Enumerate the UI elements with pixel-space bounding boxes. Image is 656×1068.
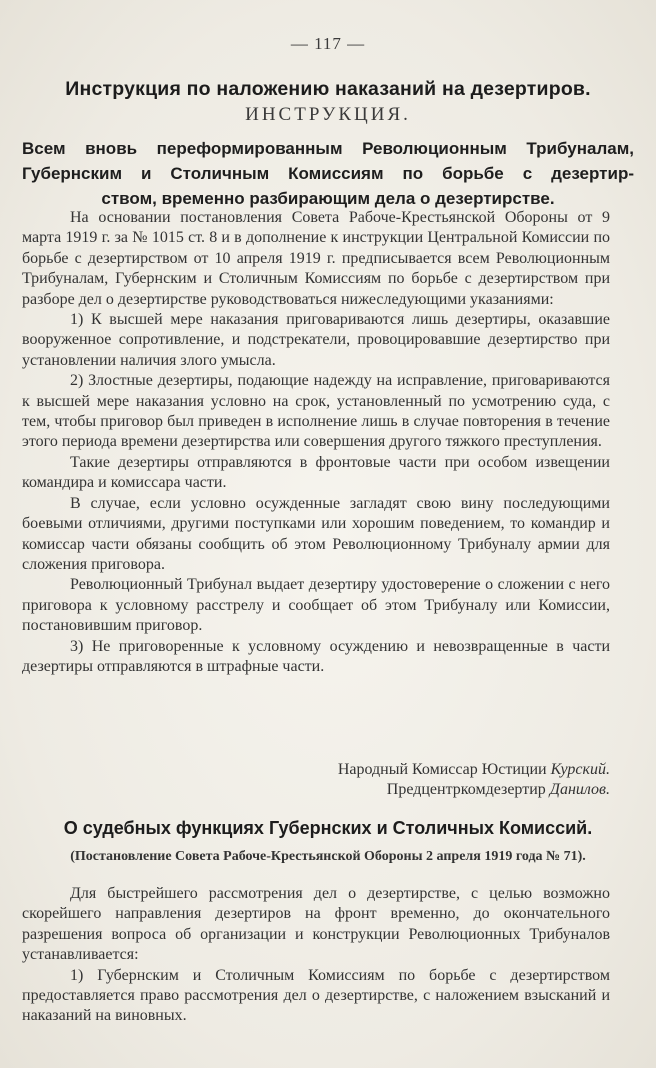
signature-position: Народный Комиссар Юстиции bbox=[337, 761, 547, 778]
signature-row bbox=[22, 780, 610, 800]
paragraph: Революционный Трибунал выдает дезертиру удостоверение о сложении с него приговора к условному расстрелу и сообщает об этом Трибуналу или Комиссии, постановившим приговор. bbox=[22, 576, 610, 635]
address-line: Всем вновь переформированным Революционным Трибуналам, bbox=[22, 139, 634, 158]
address-line: Губернским и Столичным Комиссиям по борьбе с дезертир- bbox=[22, 164, 634, 183]
paragraph: 1) К высшей мере наказания приговариваются лишь дезертиры, оказавшие вооруженное сопротивление, и подстрекатели, провоцировавшие дезертирство при установлении наличия злого умысла. bbox=[22, 311, 610, 369]
paragraph: Такие дезертиры отправляются в фронтовые части при особом извещении командира и комиссара части. bbox=[22, 453, 610, 492]
instruction-body bbox=[22, 208, 610, 677]
signature-name: Курский. bbox=[550, 761, 610, 778]
signature-position: Предцентркомдезертир bbox=[386, 781, 546, 799]
section-subtitle: (Постановление Совета Рабоче-Крестьянской Обороны 2 апреля 1919 года № 71). bbox=[70, 849, 586, 864]
paragraph: 3) Не приговоренные к условному осуждению и невозвращенные в части дезертиры отправляются в штрафные части. bbox=[22, 637, 610, 675]
signature-row bbox=[22, 760, 610, 780]
paragraph: 1) Губернским и Столичным Комиссиям по борьбе с дезертирством предоставляется право рассмотрения дел о дезертирстве, с наложением взысканий и наказаний на виновных. bbox=[22, 966, 610, 1025]
signature-block bbox=[22, 760, 610, 801]
paragraph: На основании постановления Совета Рабоче-Крестьянской Обороны от 9 марта 1919 г. за № 1015 ст. 8 и в дополнение к инструкции Центральной Комиссии по борьбе с дезертирством от 10 апреля 1919 г. предписывается всем Революционным Трибуналам, Губернским и Столичным Комиссиям по борьбе с дезертирством при разборе дел о дезертирстве руководствоваться нижеследующими указаниями: bbox=[22, 209, 610, 308]
paragraph: 2) Злостные дезертиры, подающие надежду на исправление, приговариваются к высшей мере наказания условно на срок, установленный по усмотрению суда, с тем, чтобы приговор был приведен в исполнение лишь в случае повторения в течение этого периода времени дезертирства или совершения другого тяжкого преступления. bbox=[22, 372, 610, 451]
signature-name: Данилов. bbox=[549, 781, 610, 799]
page-number: — 117 — bbox=[290, 34, 366, 53]
section-body bbox=[22, 884, 610, 1027]
address-line: ством, временно разбирающим дела о дезертирстве. bbox=[101, 189, 555, 208]
instruction-heading: ИНСТРУКЦИЯ. bbox=[245, 104, 411, 125]
paragraph: Для быстрейшего рассмотрения дел о дезертирстве, с целью возможно скорейшего направления дезертиров на фронт временно, до окончательного разрешения вопроса об организации и конструкции Революционных Трибуналов устанавливается: bbox=[22, 885, 610, 964]
paragraph: В случае, если условно осужденные загладят свою вину последующими боевыми отличиями, другими поступками или хорошим поведением, то командир и комиссар части обязаны сообщить об этом Революционному Трибуналу армии для сложения приговора. bbox=[22, 494, 610, 573]
section-title: О судебных функциях Губернских и Столичных Комиссий. bbox=[63, 818, 593, 838]
address-block bbox=[22, 136, 634, 211]
document-title: Инструкция по наложению наказаний на дезертиров. bbox=[65, 78, 591, 100]
